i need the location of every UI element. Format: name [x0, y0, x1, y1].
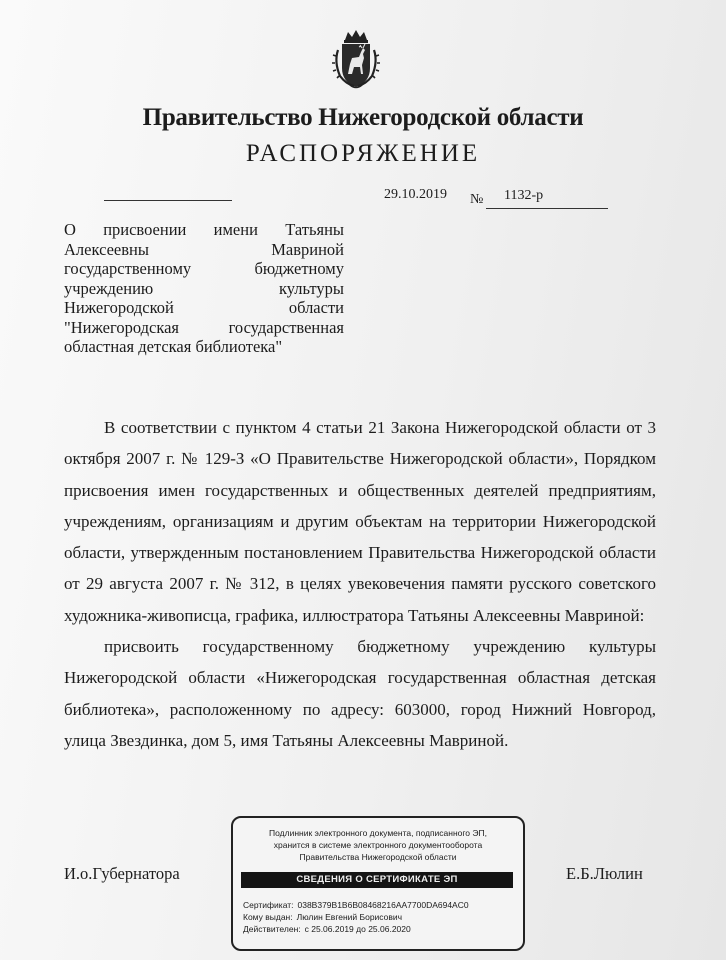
validity-label: Действителен: [243, 924, 301, 934]
validity-value: с 25.06.2019 до 25.06.2020 [304, 924, 411, 934]
document-body [64, 412, 656, 756]
stamp-banner: СВЕДЕНИЯ О СЕРТИФИКАТЕ ЭП [241, 872, 513, 888]
subject-line: "Нижегородская государственная [64, 317, 344, 337]
subject-line: государственному бюджетному [64, 259, 344, 278]
issued-to-label: Кому выдан: [243, 912, 293, 922]
issued-to-row [243, 912, 402, 923]
subject-line: Алексеевны Мавриной [64, 239, 344, 259]
certificate-row [243, 900, 469, 911]
stamp-header-line: хранится в системе электронного документооборота [273, 840, 483, 850]
document-number: 1132-р [504, 188, 544, 203]
subject-line: областная детская библиотека" [64, 337, 283, 356]
signatory-title: И.о.Губернатора [64, 864, 180, 883]
document-type-heading: РАСПОРЯЖЕНИЕ [245, 140, 481, 167]
stamp-header-line: Правительства Нижегородской области [299, 852, 457, 862]
organization-title: Правительство Нижегородской области [142, 104, 584, 131]
subject-line: О присвоении имени Татьяны [64, 220, 344, 239]
stamp-header-line: Подлинник электронного документа, подписанного ЭП, [269, 828, 487, 838]
certificate-label: Сертификат: [243, 900, 294, 910]
nizhny-novgorod-coat-of-arms-icon [328, 28, 384, 90]
subject-line: Нижегородской области [64, 298, 344, 317]
number-underline [486, 208, 608, 209]
document-date: 29.10.2019 [384, 187, 447, 202]
number-label: № [470, 192, 484, 207]
issued-to-value: Люлин Евгений Борисович [296, 912, 403, 922]
electronic-signature-stamp [231, 816, 525, 951]
body-paragraph-basis: В соответствии с пунктом 4 статьи 21 Закона Нижегородской области от 3 октября 2007 г. № 129-З «О Правительстве Нижегородской области», Порядком присвоения имен государственных и общественных деятелей предприятиям, учреждениям, организациям и другим объектам на территории Нижегородской области, утвержденным постановлением Правительства Нижегородской области от 29 августа 2007 г. № 312, в целях увековечения памяти русского советского художника-живописца, графика, иллюстратора Татьяны Алексеевны Мавриной: [64, 418, 656, 625]
subject-line: учреждению культуры [64, 278, 344, 298]
body-paragraph-resolution: присвоить государственному бюджетному учреждению культуры Нижегородской области «Нижегородская государственная областная детская библиотека», расположенному по адресу: 603000, город Нижний Новгород, улица Звездинка, дом 5, имя Татьяны Алексеевны Мавриной. [64, 637, 656, 750]
blank-signature-line [104, 200, 232, 201]
stamp-header [241, 827, 515, 863]
certificate-value: 038B379B1B6B08468216AA7700DA694AC0 [297, 900, 469, 910]
validity-row [243, 924, 411, 935]
document-subject [64, 220, 344, 357]
signatory-name: Е.Б.Люлин [566, 864, 643, 883]
